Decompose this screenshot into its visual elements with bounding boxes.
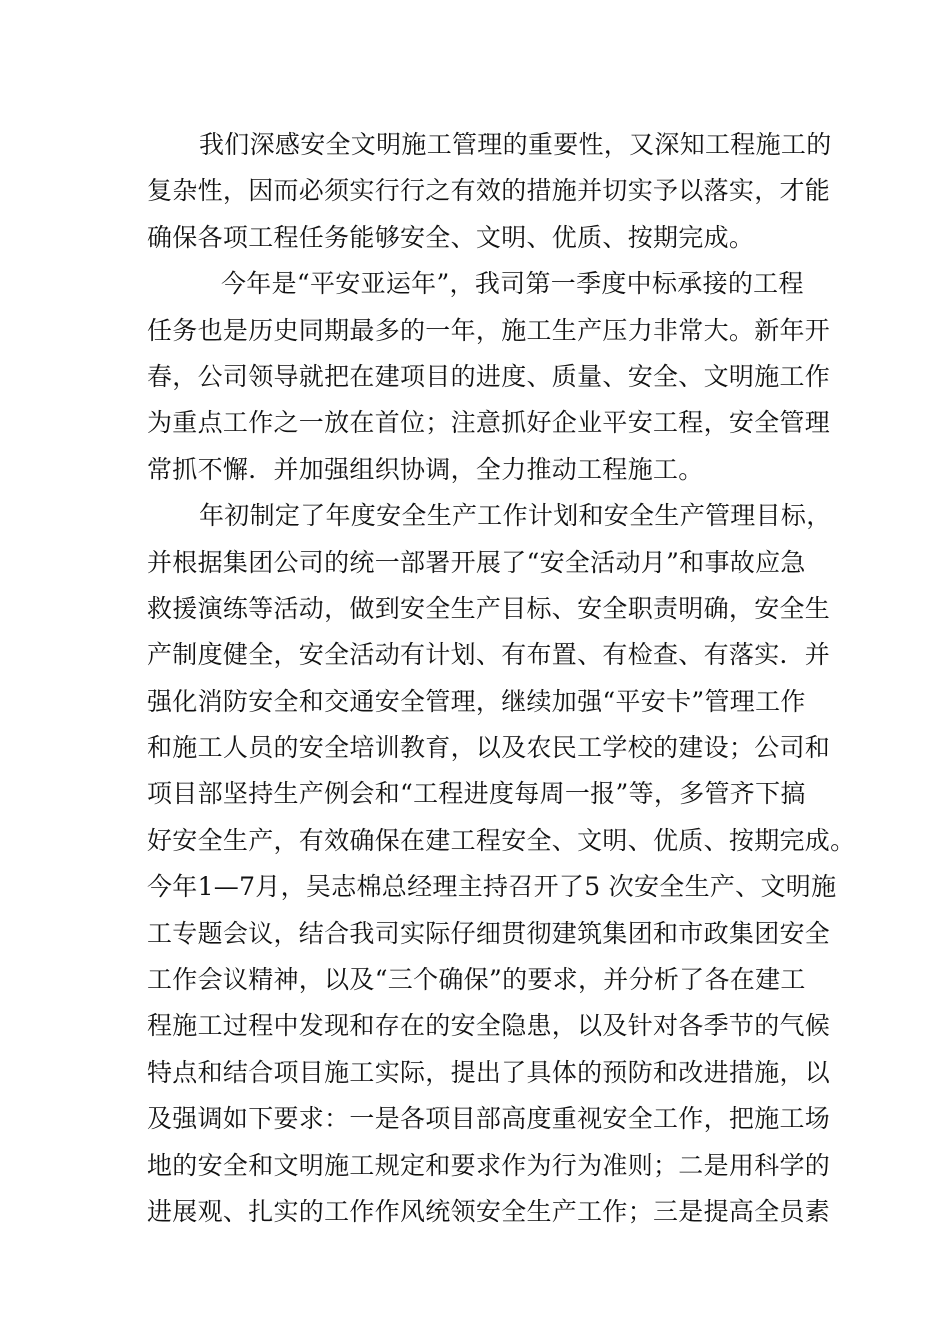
text-line: 地的安全和文明施工规定和要求作为行为准则；二是用科学的 [147, 1150, 831, 1180]
text-line: 工作会议精神，以及“三个确保”的要求，并分析了各在建工 [147, 965, 806, 995]
text-line: 进展观、扎实的工作作风统领安全生产工作；三是提高全员素 [147, 1196, 831, 1226]
text-line: 并根据集团公司的统一部署开展了“安全活动月”和事故应急 [147, 547, 806, 577]
text-line: 及强调如下要求：一是各项目部高度重视安全工作，把施工场 [147, 1104, 831, 1134]
text-line: 复杂性，因而必须实行行之有效的措施并切实予以落实，才能 [147, 176, 831, 206]
text-line: 救援演练等活动，做到安全生产目标、安全职责明确，安全生 [147, 593, 831, 623]
text-line: 和施工人员的安全培训教育，以及农民工学校的建设；公司和 [147, 733, 831, 763]
text-line: 今年1—7月，吴志棉总经理主持召开了5 次安全生产、文明施 [147, 872, 837, 902]
text-line: 今年是“平安亚运年”，我司第一季度中标承接的工程 [221, 269, 804, 299]
text-line: 项目部坚持生产例会和“工程进度每周一报”等，多管齐下搞 [147, 779, 806, 809]
text-line: 产制度健全，安全活动有计划、有布置、有检查、有落实．并 [147, 640, 831, 670]
text-line: 特点和结合项目施工实际，提出了具体的预防和改进措施，以 [147, 1057, 831, 1087]
text-line: 程施工过程中发现和存在的安全隐患，以及针对各季节的气候 [147, 1011, 831, 1041]
text-line: 工专题会议，结合我司实际仔细贯彻建筑集团和市政集团安全 [147, 918, 831, 948]
paragraph [147, 261, 839, 493]
text-line: 任务也是历史同期最多的一年，施工生产压力非常大。新年开 [147, 315, 831, 345]
text-line: 确保各项工程任务能够安全、文明、优质、按期完成。 [147, 222, 755, 252]
text-line: 强化消防安全和交通安全管理，继续加强“平安卡”管理工作 [147, 686, 806, 716]
document-body [147, 122, 856, 1235]
text-line: 春，公司领导就把在建项目的进度、质量、安全、文明施工作 [147, 361, 831, 391]
text-line: 常抓不懈．并加强组织协调，全力推动工程施工。 [147, 454, 704, 484]
paragraph [147, 122, 839, 261]
paragraph [147, 493, 856, 1235]
text-line: 好安全生产，有效确保在建工程安全、文明、优质、按期完成。 [147, 825, 856, 855]
text-line: 为重点工作之一放在首位；注意抓好企业平安工程，安全管理 [147, 408, 831, 438]
text-line: 年初制定了年度安全生产工作计划和安全生产管理目标， [199, 501, 832, 531]
text-line: 我们深感安全文明施工管理的重要性，又深知工程施工的 [199, 130, 832, 159]
